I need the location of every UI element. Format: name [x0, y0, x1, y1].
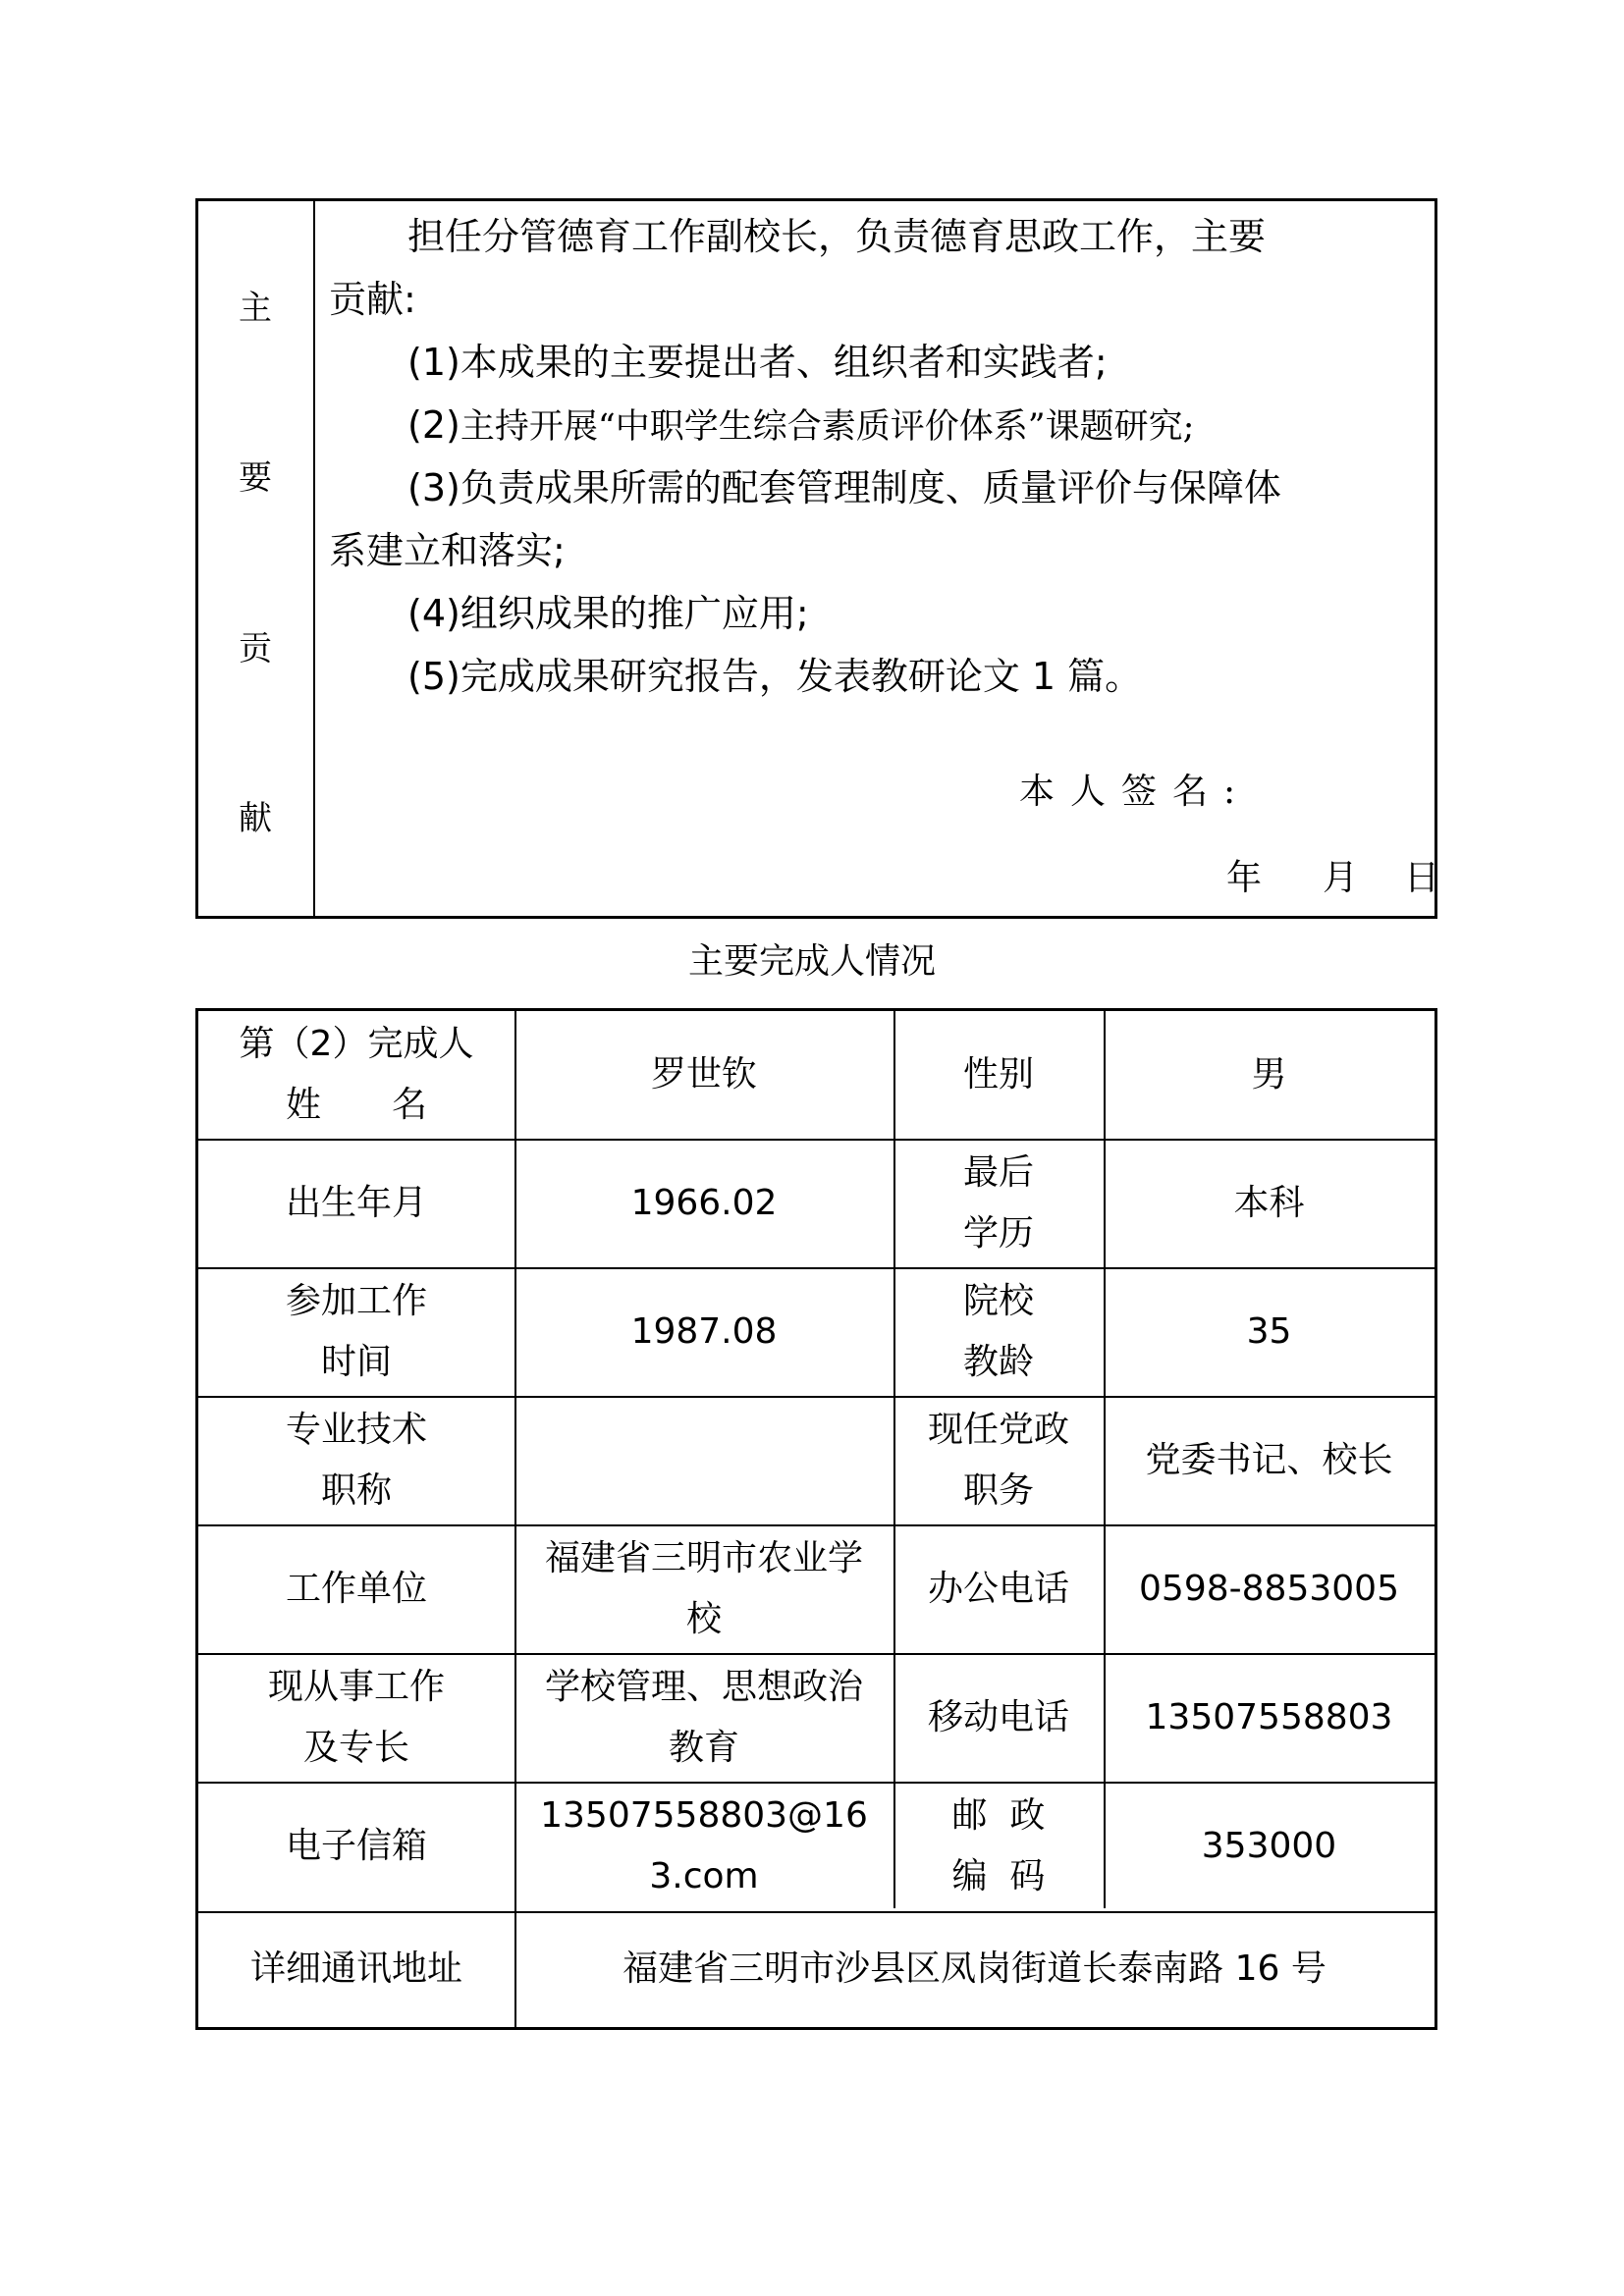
education-label: [893, 1139, 1104, 1267]
work-start-value: 1987.08: [630, 1310, 778, 1352]
birth-label: 出生年月: [285, 1182, 427, 1223]
date-day-label: 日: [1404, 858, 1456, 898]
postcode-label: [893, 1782, 1104, 1911]
signature-label: 本人签名:: [1019, 772, 1252, 812]
side-label-char: 要: [239, 458, 272, 498]
contribution-line: 系建立和落实;: [329, 529, 566, 572]
email-value: [514, 1782, 893, 1911]
gender-label: 性别: [962, 1054, 1034, 1095]
specialty-value: [514, 1653, 893, 1782]
mobile-phone-label: 移动电话: [927, 1696, 1069, 1737]
position-label: [893, 1396, 1104, 1524]
contribution-line: (4)组织成果的推广应用;: [407, 592, 809, 635]
postcode-label-text: 邮 政 编 码: [951, 1795, 1046, 1896]
education-label-text: 最后 学历: [962, 1151, 1034, 1254]
name-label-text: 第（2）完成人 姓 名: [239, 1024, 474, 1125]
specialty-label-text: 现从事工作 及专长: [267, 1666, 445, 1768]
side-label-char: 贡: [239, 629, 272, 668]
side-label-char: 主: [239, 289, 272, 328]
professional-title-label: [198, 1396, 514, 1524]
name-value: 罗世钦: [650, 1054, 757, 1095]
date-month-label: 月: [1323, 858, 1375, 898]
contribution-line: [407, 401, 1194, 451]
professional-title-value: [514, 1396, 893, 1524]
work-unit-value: [514, 1524, 893, 1653]
office-phone-label: 办公电话: [927, 1568, 1069, 1609]
work-start-label-text: 参加工作 时间: [285, 1280, 427, 1382]
contribution-text: [315, 201, 1456, 916]
name-label: [198, 1011, 514, 1139]
contribution-side-label: [198, 201, 315, 916]
teaching-years-label: [893, 1267, 1104, 1396]
address-label: 详细通讯地址: [249, 1949, 462, 1989]
date-year-label: 年: [1226, 858, 1278, 898]
contribution-line: (3)负责成果所需的配套管理制度、质量评价与保障体: [407, 466, 1281, 509]
work-start-label: [198, 1267, 514, 1396]
work-unit-label: 工作单位: [285, 1568, 427, 1609]
specialty-label: [198, 1653, 514, 1782]
position-label-text: 现任党政 职务: [927, 1409, 1069, 1511]
contribution-item-text: 主持开展“中职学生综合素质评价体系”课题研究;: [460, 407, 1195, 447]
contribution-line: 贡献:: [329, 278, 416, 321]
professional-title-label-text: 专业技术 职称: [285, 1409, 427, 1511]
office-phone-value: 0598-8853005: [1139, 1568, 1399, 1609]
education-value: 本科: [1233, 1182, 1305, 1223]
section-title: 主要完成人情况: [687, 941, 936, 982]
contribution-item-number: (2): [407, 403, 460, 447]
side-label-char: 献: [239, 799, 272, 838]
completer-info-table: [195, 1008, 1437, 2030]
main-contribution-box: [195, 198, 1456, 919]
gender-value: 男: [1251, 1054, 1287, 1095]
contribution-line: (5)完成成果研究报告，发表教研论文 1 篇。: [407, 655, 1143, 698]
mobile-phone-value: 13507558803: [1145, 1696, 1393, 1737]
teaching-years-value: 35: [1246, 1310, 1292, 1352]
contribution-line: (1)本成果的主要提出者、组织者和实践者;: [407, 341, 1108, 384]
teaching-years-label-text: 院校 教龄: [962, 1280, 1034, 1382]
work-unit-value-text: 福建省三明市农业学 校: [544, 1537, 863, 1639]
address-value: 福建省三明市沙县区凤岗街道长泰南路 16 号: [623, 1949, 1326, 1989]
birth-value: 1966.02: [630, 1182, 778, 1223]
position-value: 党委书记、校长: [1145, 1439, 1393, 1480]
postcode-value: 353000: [1201, 1826, 1337, 1866]
contribution-line: 担任分管德育工作副校长，负责德育思政工作，主要: [407, 215, 1267, 258]
email-value-text: 13507558803@16 3.com: [540, 1795, 868, 1896]
specialty-value-text: 学校管理、思想政治 教育: [544, 1666, 863, 1768]
email-label: 电子信箱: [285, 1826, 427, 1866]
